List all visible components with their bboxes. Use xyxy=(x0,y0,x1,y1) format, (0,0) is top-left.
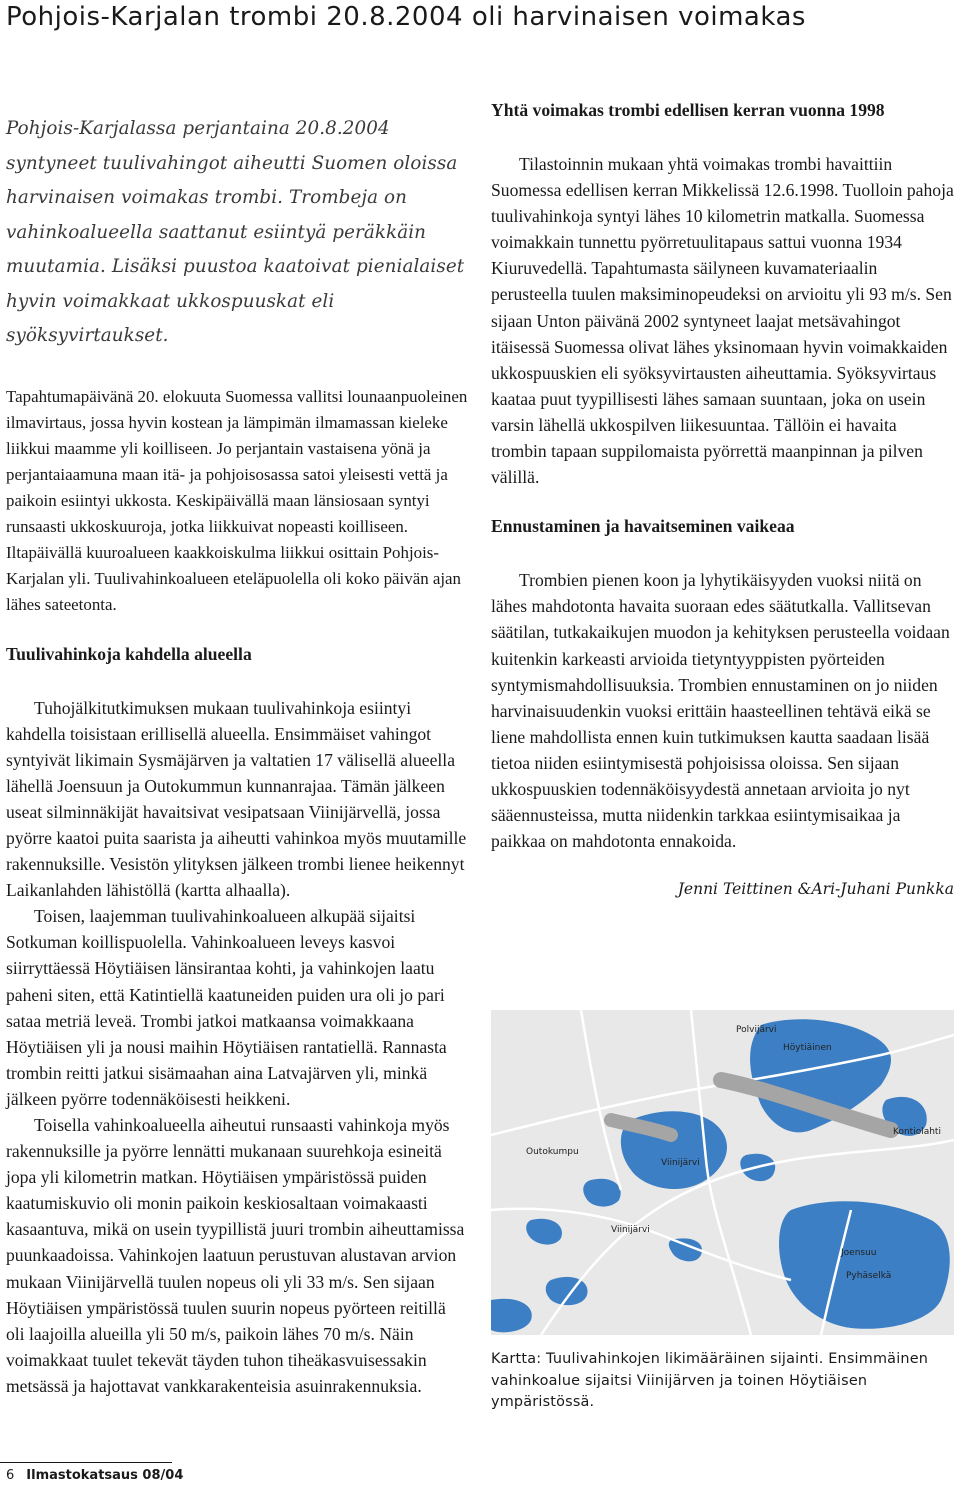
page-number: 6 xyxy=(6,1468,15,1483)
body-paragraph: Tuhojälkitutkimuksen mukaan tuulivahinkoja esiintyi kahdella toisistaan erillisellä alueella. Ensimmäiset vahingot syntyivät likimain Sysmäjärven ja valtatien 17 välisellä alueella lähellä Joensuun ja Outokummun kunnanrajaa. Tämän jälkeen useat silminnäkijät havaitsivat vesipatsaan Viinijärvellä, jossa pyörre kaatoi puita saarista ja aiheutti vahinkoa myös muutamille rakennuksille. Vesistön ylityksen jälkeen trombi lienee heikennyt Laikanlahden lähistöllä (kartta alhaalla). xyxy=(6,697,467,901)
map-label-hoytiainen: Höytiäinen xyxy=(783,1043,832,1053)
right-column xyxy=(491,100,954,898)
lead-paragraph: Pohjois-Karjalassa perjantaina 20.8.2004 syntyneet tuulivahingot aiheutti Suomen oloissa harvinaisen voimakas trombi. Trombeja on vahinkoalueella saattanut esiintyä peräkkäin muutamia. Lisäksi puustoa kaatoivat pienialaiset hyvin voimakkaat ukkospuuskat eli syöksyvirtaukset. xyxy=(6,118,465,346)
section-heading-damage-areas: Tuulivahinkoja kahdella alueella xyxy=(6,643,252,664)
left-column xyxy=(6,112,468,1399)
body-paragraph: Tilastoinnin mukaan yhtä voimakas trombi havaittiin Suomessa edellisen kerran Mikkelissä 12.6.1998. Tuolloin pahoja tuulivahinkoja syntyi lähes 10 kilometrin matkalla. Suomessa voimakkain tunnettu pyörretuulitapaus sattui vuonna 1934 Kiuruvedellä. Tapahtumasta säilyneen kuvamateriaalin perusteella tuulen maksiminopeudeksi on arvioitu yli 93 m/s. Sen sijaan Unton päivänä 2002 syntyneet laajat metsävahingot itäisessä Suomessa olivat lähes yksinomaan hyvin voimakkaiden ukkospuuskien eli syöksyvirtausten aiheuttamia. Syöksyvirtaus kaataa puut tyypillisesti lähes samaan suuntaan, joka on usein varsin lähellä ukkospilven liikesuuntaa. Tällöin ei havaita trombin tapaan suppilomaista pyörrettä maanpinnan ja pilven välillä. xyxy=(491,154,954,488)
damage-map xyxy=(491,1010,954,1335)
map-label-joensuu: Joensuu xyxy=(841,1248,877,1258)
map-graphic xyxy=(491,1010,954,1335)
body-paragraph: Trombien pienen koon ja lyhytikäisyyden vuoksi niitä on lähes mahdotonta havaita suoraan edes säätutkalla. Vallitsevan säätilan, tutkakaikujen muodon ja kehityksen perusteella voidaan kuitenkin karkeasti arvioida tietyntyyppisten pyörteiden syntymismahdollisuuksia. Trombien ennustaminen on jo niiden harvinaisuudenkin vuoksi erittäin haasteellinen tehtävä eikä se liene mahdollista ennen kuin tutkimuksen kautta saadaan lisää tietoa niiden esiintymisestä pohjoisissa oloissa. Sen sijaan ukkospuuskien todennäköisyydestä annetaan arvioita jo nyt sääennusteissa, mutta niidenkin tarkkaa esiintymisaikaa ja paikkaa on mahdotonta ennakoida. xyxy=(491,570,950,852)
footer-rule xyxy=(0,1462,172,1463)
page-title: Pohjois-Karjalan trombi 20.8.2004 oli harvinaisen voimakas xyxy=(6,2,806,32)
map-label-viinijarvi-lake: Viinijärvi xyxy=(661,1158,700,1168)
map-caption: Kartta: Tuulivahinkojen likimääräinen sijainti. Ensimmäinen vahinkoalue sijaitsi Viinijärven ja toinen Höytiäisen ympäristössä. xyxy=(491,1351,929,1410)
author-signature: Jenni Teittinen &Ari-Juhani Punkka xyxy=(677,880,954,899)
section-heading-forecasting: Ennustaminen ja havaitseminen vaikeaa xyxy=(491,516,795,537)
map-label-kontiolahti: Kontiolahti xyxy=(893,1127,941,1137)
body-paragraph: Toisen, laajemman tuulivahinkoalueen alkupää sijaitsi Sotkuman koillispuolella. Vahinkoalueen leveys kasvoi siirryttäessä Höytiäisen länsirantaa kohti, ja vahinkojen laatu paheni siten, että Katintiellä kaatuneiden puiden ura oli jo pari sataa metriä leveä. Trombi jatkoi matkaansa voimakkaana Höytiäisen yli ja nousi maihin Höytiäisen rantatiellä. Rannasta trombin reitti jatkui sisämaahan aina Latvajärven yli, minkä jälkeen pyörre todennäköisesti heikkeni. xyxy=(6,906,447,1109)
intro-paragraph: Tapahtumapäivänä 20. elokuuta Suomessa vallitsi lounaanpuoleinen ilmavirtaus, jossa hyvin kostean ja lämpimän ilmamassan kieleke liikkui maamme yli koilliseen. Jo perjantain vastaisena yönä ja perjantaiaamuna maan itä- ja pohjoisosassa satoi yleisesti vettä ja paikoin esiintyi ukkosta. Keskipäivällä maan länsiosaan syntyi runsaasti ukkoskuuroja, jotka liikkuivat nopeasti koilliseen. Iltapäivällä kuuroalueen kaakkoiskulma liikkui osittain Pohjois-Karjalan yli. Tuulivahinkoalueen eteläpuolella oli koko päivän ajan lähes sateetonta. xyxy=(6,386,468,614)
section-heading-1998: Yhtä voimakas trombi edellisen kerran vuonna 1998 xyxy=(491,100,885,120)
map-label-viinijarvi-town: Viinijärvi xyxy=(611,1225,650,1235)
page-footer xyxy=(6,1468,183,1483)
body-paragraph: Toisella vahinkoalueella aiheutui runsaasti vahinkoja myös rakennuksille ja pyörre lennätti mukanaan suurehkoja esineitä jopa yli kilometrin matkan. Höytiäisen ympäristössä puiden kaatumiskuvio oli monin paikoin keskiosaltaan voimakaasti kasaantuva, mikä on usein tyypillistä juuri trombin aiheuttamissa puunkaadoissa. Vahinkojen laatuun perustuvan alustavan arvion mukaan Viinijärvellä tuulen nopeus oli yli 33 m/s. Sen sijaan Höytiäisen ympäristössä tuulen suurin nopeus pyörteen reitillä oli laajoilla alueilla yli 50 m/s, paikoin lähes 70 m/s. Näin voimakkaat tuulet tekevät täyden tuhon tiheäkasvuisessakin metsässä ja hajottavat vankkarakenteisia asuinrakennuksia. xyxy=(6,1115,465,1396)
map-label-polvijarvi: Polvijärvi xyxy=(736,1025,777,1035)
map-label-outokumpu: Outokumpu xyxy=(526,1147,579,1157)
map-label-pyhaselka: Pyhäselkä xyxy=(846,1271,892,1281)
magazine-name: Ilmastokatsaus 08/04 xyxy=(26,1468,184,1483)
